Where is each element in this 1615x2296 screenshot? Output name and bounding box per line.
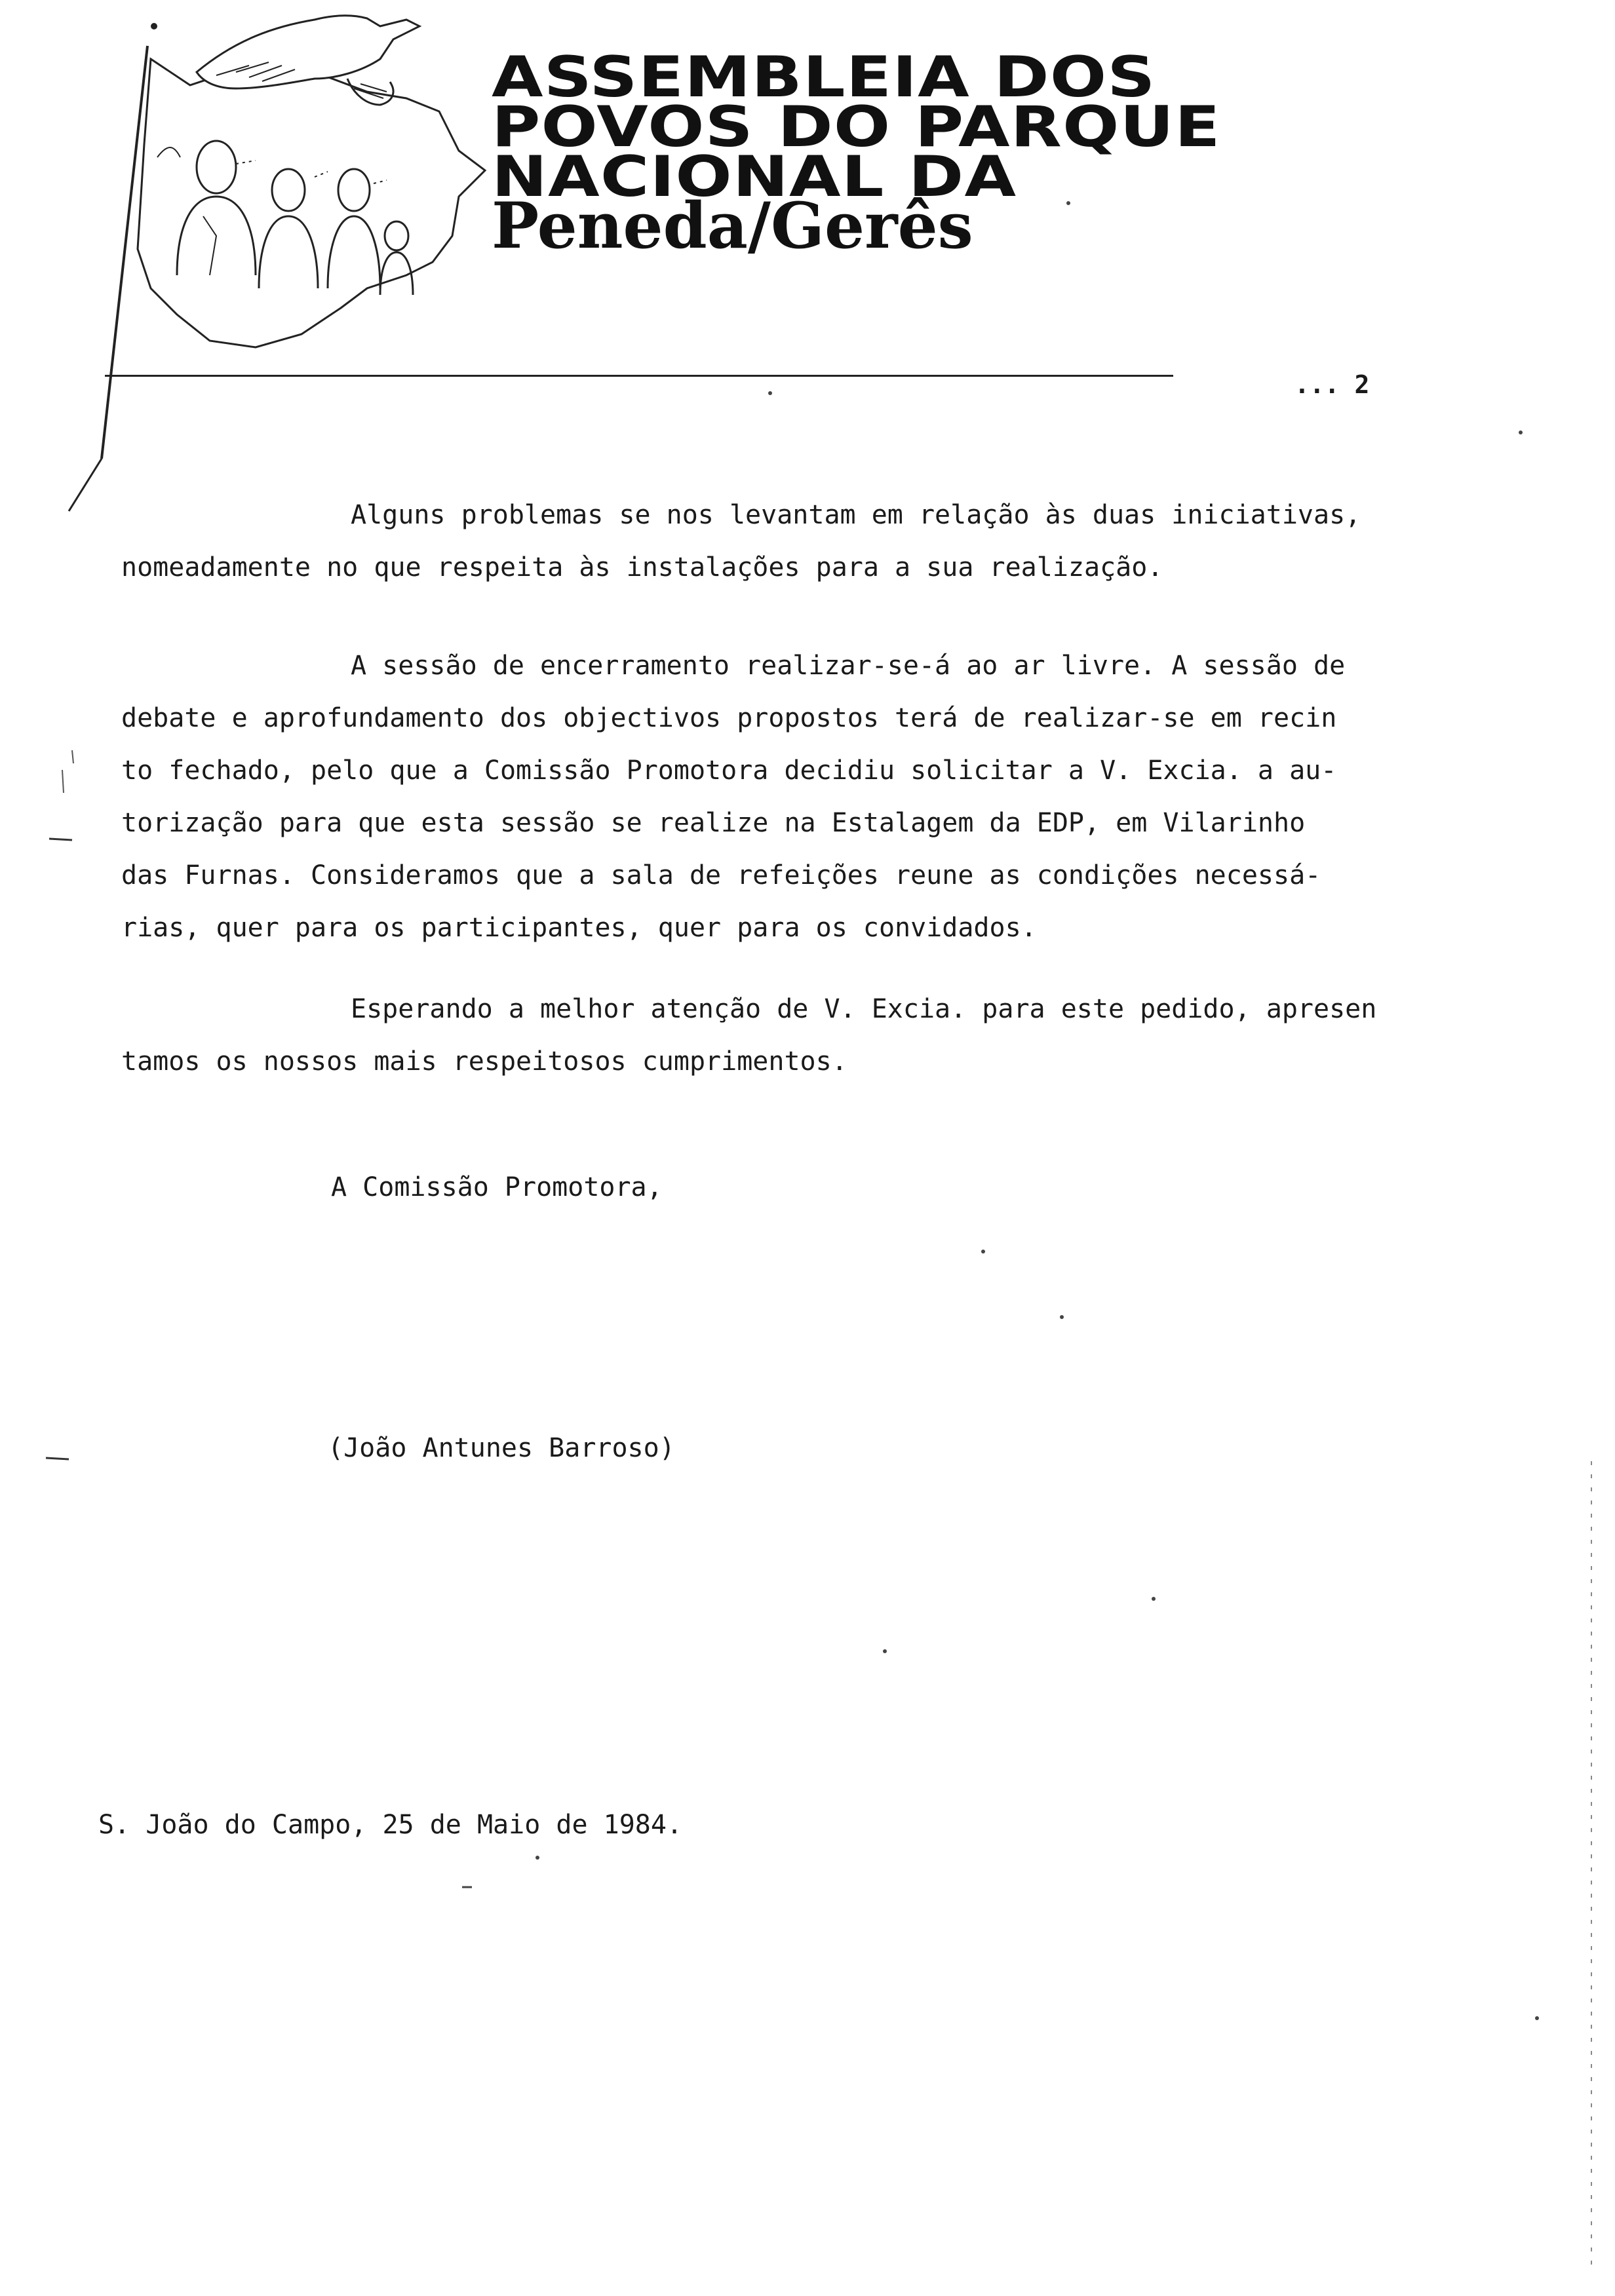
signature-name: (João Antunes Barroso)	[328, 1433, 675, 1463]
letterhead-title-line-1: ASSEMBLEIA DOS	[492, 45, 1156, 110]
place-and-date: S. João do Campo, 25 de Maio de 1984.	[98, 1810, 683, 1840]
people-bird-flag-logo-icon	[39, 0, 511, 524]
paragraph-2	[121, 640, 1458, 954]
paragraph-2-line: to fechado, pelo que a Comissão Promotora decidiu solicitar a V. Excia. a au-	[121, 756, 1337, 786]
closing-salutation: A Comissão Promotora,	[331, 1172, 663, 1202]
paragraph-3	[121, 983, 1458, 1088]
paragraph-2-line: rias, quer para os participantes, quer para os convidados.	[121, 913, 1037, 943]
letterhead-title-line-2: POVOS DO PARQUE	[492, 94, 1221, 160]
page-number: ... 2	[1294, 370, 1370, 399]
paragraph-2-line: das Furnas. Consideramos que a sala de refeições reune as condições necessá-	[121, 860, 1321, 890]
letterhead-title-line-3: NACIONAL DA	[492, 144, 1017, 210]
paragraph-1	[121, 489, 1458, 594]
paragraph-1-line: nomeadamente no que respeita às instalações para a sua realização.	[121, 552, 1163, 583]
paragraph-2-line: A sessão de encerramento realizar-se-á ao ar livre. A sessão de	[351, 651, 1346, 681]
letterhead-title	[492, 45, 1420, 210]
letterhead-divider	[105, 375, 1173, 377]
letterhead-subtitle: Peneda/Gerês	[492, 189, 973, 263]
paragraph-2-line: torização para que esta sessão se realize na Estalagem da EDP, em Vilarinho	[121, 808, 1306, 838]
paragraph-3-line: tamos os nossos mais respeitosos cumprimentos.	[121, 1046, 847, 1077]
paragraph-3-line: Esperando a melhor atenção de V. Excia. para este pedido, apresen	[351, 994, 1377, 1024]
paragraph-1-line: Alguns problemas se nos levantam em relação às duas iniciativas,	[351, 500, 1361, 530]
paragraph-2-line: debate e aprofundamento dos objectivos propostos terá de realizar-se em recin	[121, 703, 1337, 733]
